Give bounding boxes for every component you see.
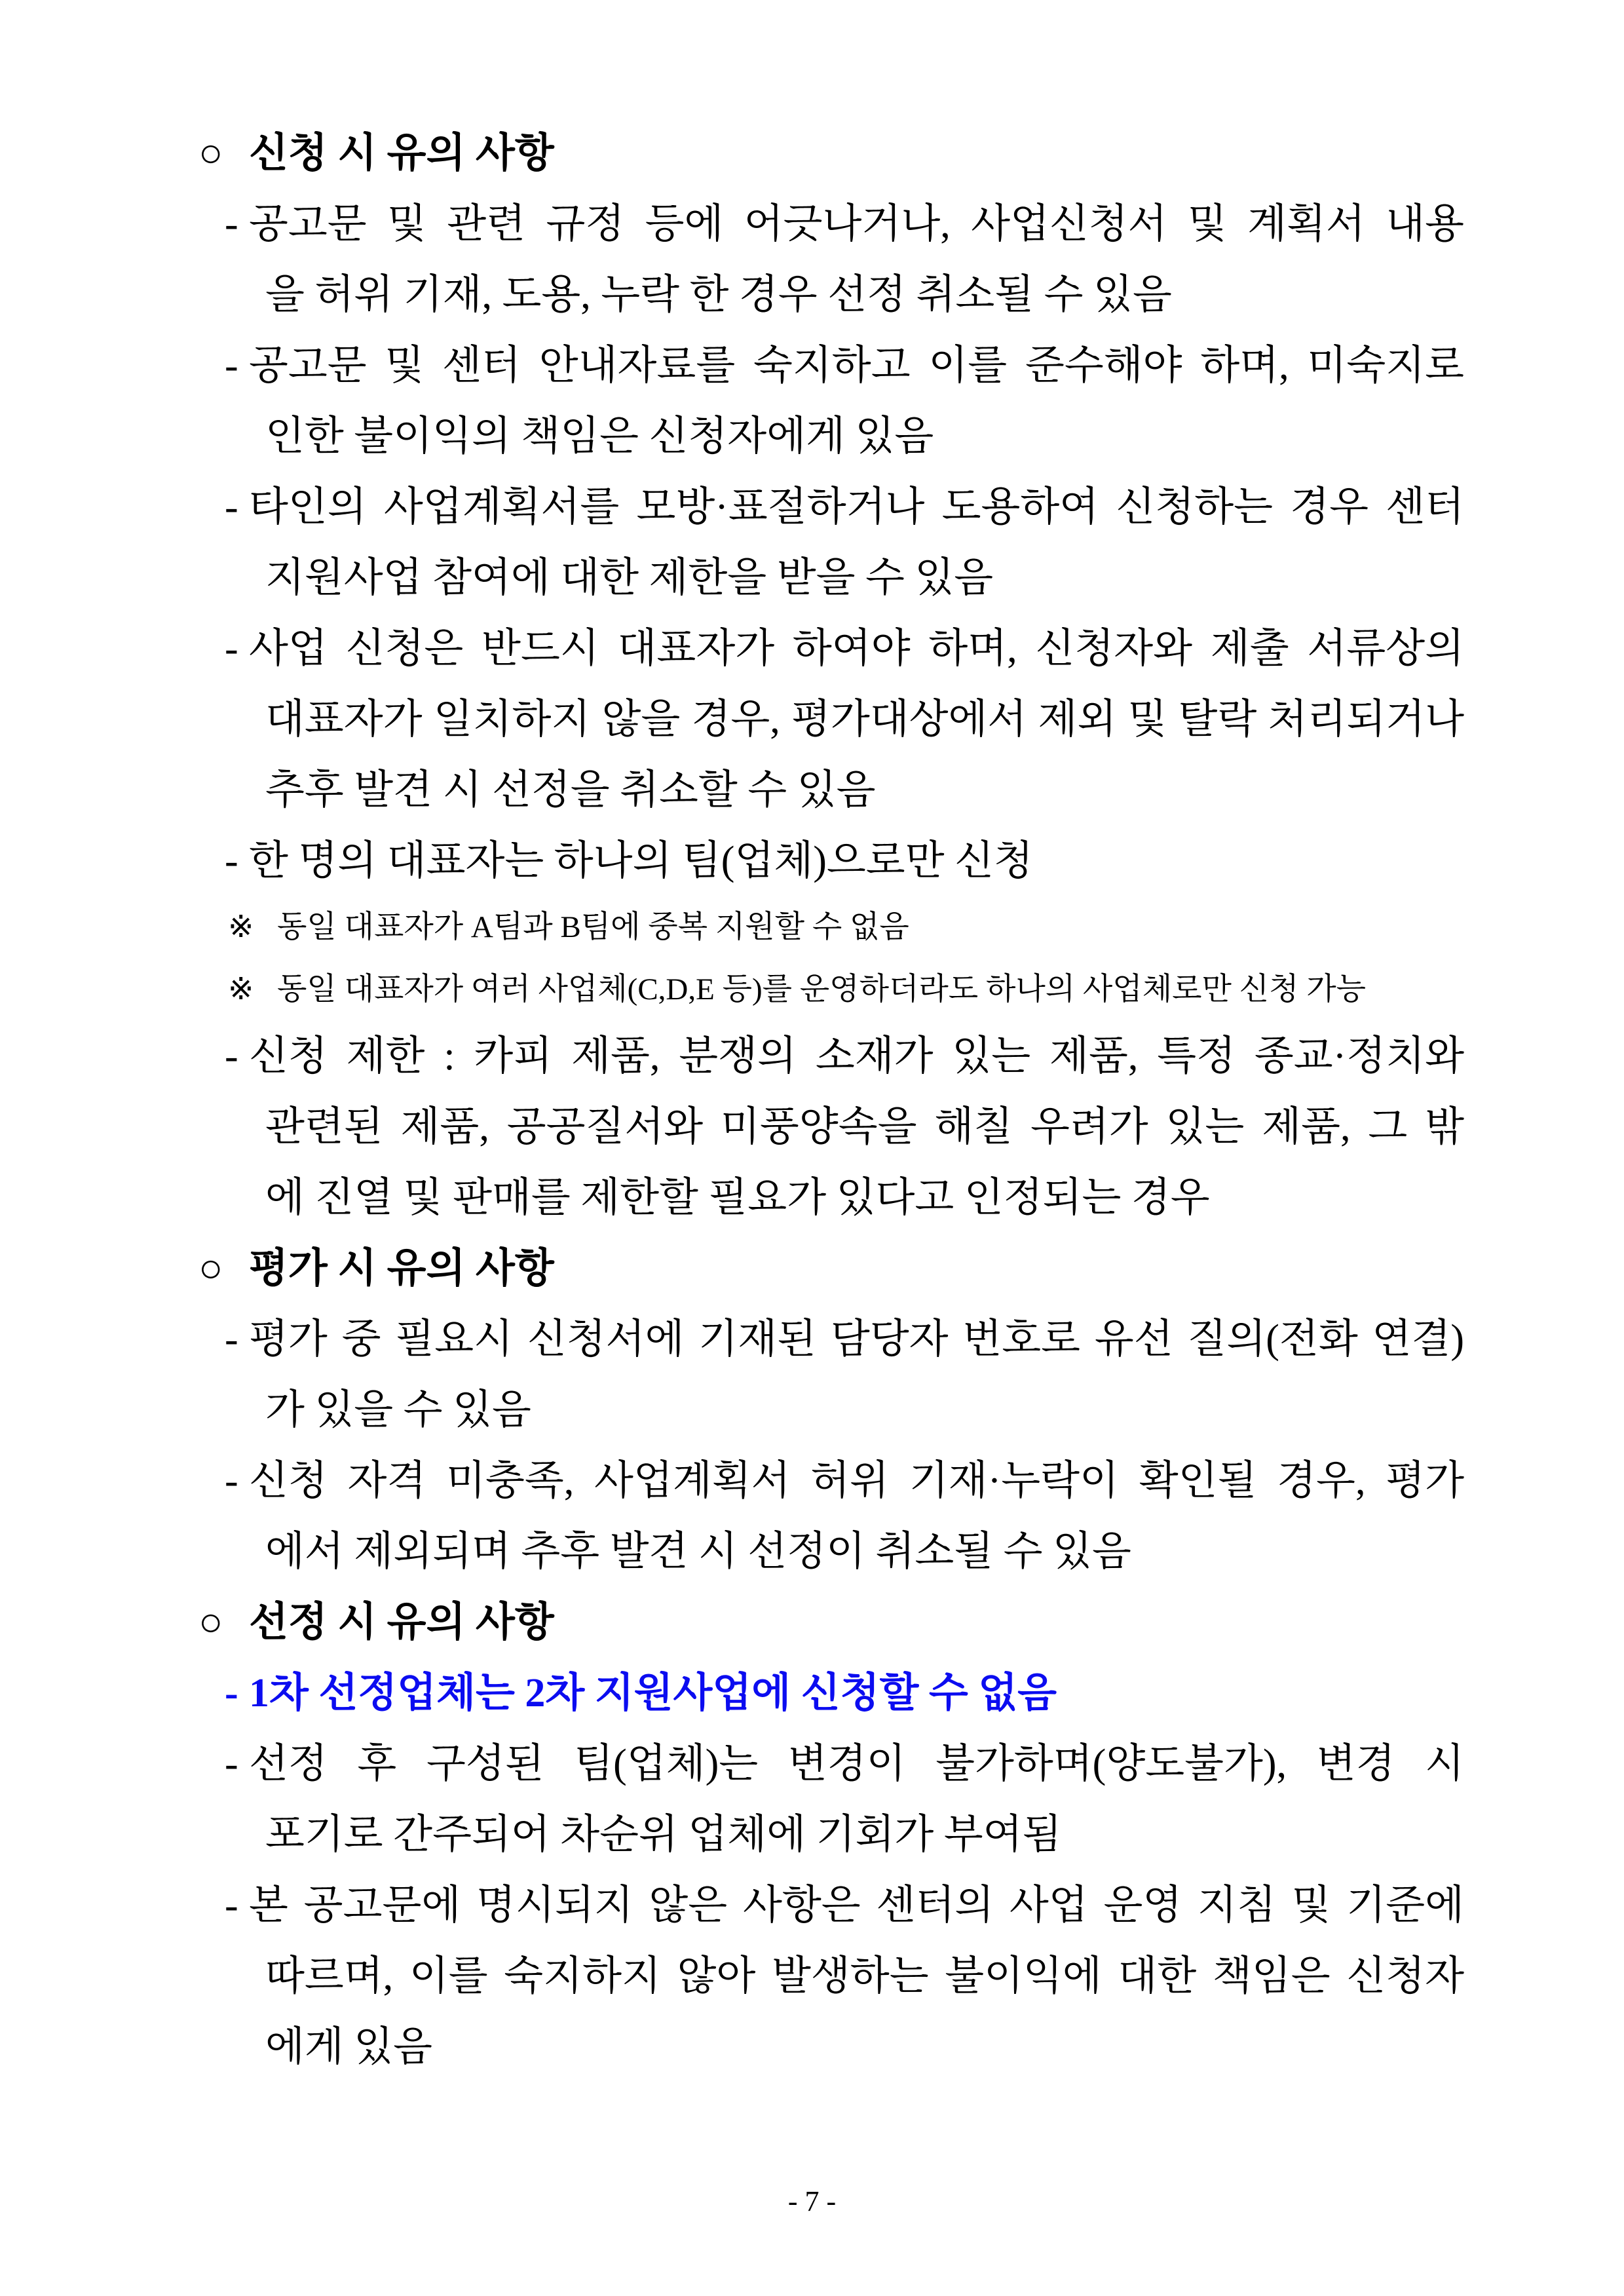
circle-bullet-marker: ○ bbox=[198, 131, 223, 176]
text-line bbox=[225, 1445, 1464, 1516]
text-line-content: 지원사업 참여에 대한 제한을 받을 수 있음 bbox=[265, 556, 994, 600]
text-line-content: 대표자가 일치하지 않을 경우, 평가대상에서 제외 및 탈락 처리되거나 bbox=[265, 697, 1464, 742]
dash-bullet-marker: - bbox=[225, 1034, 238, 1079]
dash-bullet-marker: - bbox=[225, 1742, 238, 1786]
text-line bbox=[265, 684, 1464, 755]
text-line bbox=[225, 1870, 1464, 1941]
text-line-content: 동일 대표자가 여러 사업체(C,D,E 등)를 운영하더라도 하나의 사업체로만 신청 가능 bbox=[277, 972, 1367, 1006]
text-line-content: 에 진열 및 판매를 제한할 필요가 있다고 인정되는 경우 bbox=[265, 1176, 1210, 1220]
document-body bbox=[0, 118, 1624, 2082]
reference-mark-marker: ※ bbox=[228, 972, 254, 1006]
text-line-content: 신청 제한 : 카피 제품, 분쟁의 소재가 있는 제품, 특정 종교·정치와 bbox=[249, 1034, 1464, 1079]
text-line bbox=[225, 330, 1464, 401]
text-line-content: 평가 시 유의 사항 bbox=[249, 1246, 554, 1291]
text-line-content: 선정 시 유의 사항 bbox=[249, 1600, 554, 1645]
text-line bbox=[265, 1162, 1464, 1233]
text-line-content: 인한 불이익의 책임은 신청자에게 있음 bbox=[265, 414, 934, 459]
text-line bbox=[265, 1375, 1464, 1445]
text-line bbox=[265, 1799, 1464, 1870]
text-line-content: 공고문 및 센터 안내자료를 숙지하고 이를 준수해야 하며, 미숙지로 bbox=[249, 343, 1464, 388]
text-line bbox=[225, 1021, 1464, 1092]
dash-bullet-marker: - bbox=[225, 343, 238, 388]
text-line-content: 1차 선정업체는 2차 지원사업에 신청할 수 없음 bbox=[249, 1671, 1057, 1715]
text-line bbox=[228, 896, 1464, 959]
page-number: - 7 - bbox=[787, 2185, 837, 2217]
text-line bbox=[265, 2012, 1464, 2082]
dash-bullet-marker: - bbox=[225, 626, 238, 671]
text-line bbox=[225, 1304, 1464, 1375]
text-line bbox=[265, 543, 1464, 613]
text-line-content: 에서 제외되며 추후 발견 시 선정이 취소될 수 있음 bbox=[265, 1529, 1131, 1574]
text-line-content: 본 공고문에 명시되지 않은 사항은 센터의 사업 운영 지침 및 기준에 bbox=[249, 1883, 1464, 1928]
text-line bbox=[265, 1092, 1464, 1162]
text-line bbox=[265, 1941, 1464, 2012]
dash-bullet-marker: - bbox=[225, 202, 238, 246]
text-line-content: 평가 중 필요시 신청서에 기재된 담당자 번호로 유선 질의(전화 연결) bbox=[249, 1317, 1464, 1362]
text-line-content: 포기로 간주되어 차순위 업체에 기회가 부여됨 bbox=[265, 1812, 1062, 1857]
text-line-content: 사업 신청은 반드시 대표자가 하여야 하며, 신청자와 제출 서류상의 bbox=[249, 626, 1464, 671]
text-line bbox=[225, 613, 1464, 684]
dash-bullet-marker: - bbox=[225, 1317, 238, 1362]
text-line-content: 을 허위 기재, 도용, 누락 한 경우 선정 취소될 수 있음 bbox=[265, 273, 1172, 317]
text-line bbox=[225, 1729, 1464, 1799]
text-line bbox=[198, 118, 1464, 189]
text-line-content: 가 있을 수 있음 bbox=[265, 1388, 531, 1432]
dash-bullet-marker: - bbox=[225, 1883, 238, 1928]
text-line bbox=[228, 959, 1464, 1021]
text-line-content: 타인의 사업계획서를 모방·표절하거나 도용하여 신청하는 경우 센터 bbox=[249, 485, 1464, 529]
text-line-content: 동일 대표자가 A팀과 B팀에 중복 지원할 수 없음 bbox=[277, 910, 909, 944]
text-line-content: 에게 있음 bbox=[265, 2025, 433, 2069]
text-line-content: 신청 시 유의 사항 bbox=[249, 131, 554, 176]
dash-bullet-marker: - bbox=[225, 1459, 238, 1503]
text-line-content: 추후 발견 시 선정을 취소할 수 있음 bbox=[265, 768, 876, 813]
text-line bbox=[225, 472, 1464, 543]
text-line-content: 공고문 및 관련 규정 등에 어긋나거나, 사업신청서 및 계획서 내용 bbox=[249, 202, 1464, 246]
text-line-content: 관련된 제품, 공공질서와 미풍양속을 해칠 우려가 있는 제품, 그 밖 bbox=[265, 1105, 1464, 1149]
text-line bbox=[225, 1658, 1464, 1729]
text-line-content: 한 명의 대표자는 하나의 팀(업체)으로만 신청 bbox=[249, 839, 1033, 883]
dash-bullet-marker: - bbox=[225, 1671, 238, 1715]
text-line bbox=[198, 1233, 1464, 1304]
dash-bullet-marker: - bbox=[225, 839, 238, 883]
reference-mark-marker: ※ bbox=[228, 910, 254, 944]
text-line bbox=[225, 826, 1464, 896]
text-line bbox=[225, 189, 1464, 259]
circle-bullet-marker: ○ bbox=[198, 1600, 223, 1645]
text-line bbox=[198, 1587, 1464, 1658]
text-line bbox=[265, 401, 1464, 472]
text-line-content: 따르며, 이를 숙지하지 않아 발생하는 불이익에 대한 책임은 신청자 bbox=[265, 1954, 1464, 1999]
text-line-content: 신청 자격 미충족, 사업계획서 허위 기재·누락이 확인될 경우, 평가 bbox=[249, 1459, 1464, 1503]
text-line bbox=[265, 755, 1464, 826]
circle-bullet-marker: ○ bbox=[198, 1246, 223, 1291]
text-line bbox=[265, 1516, 1464, 1587]
text-line-content: 선정 후 구성된 팀(업체)는 변경이 불가하며(양도불가), 변경 시 bbox=[249, 1742, 1464, 1786]
text-line bbox=[265, 259, 1464, 330]
dash-bullet-marker: - bbox=[225, 485, 238, 529]
